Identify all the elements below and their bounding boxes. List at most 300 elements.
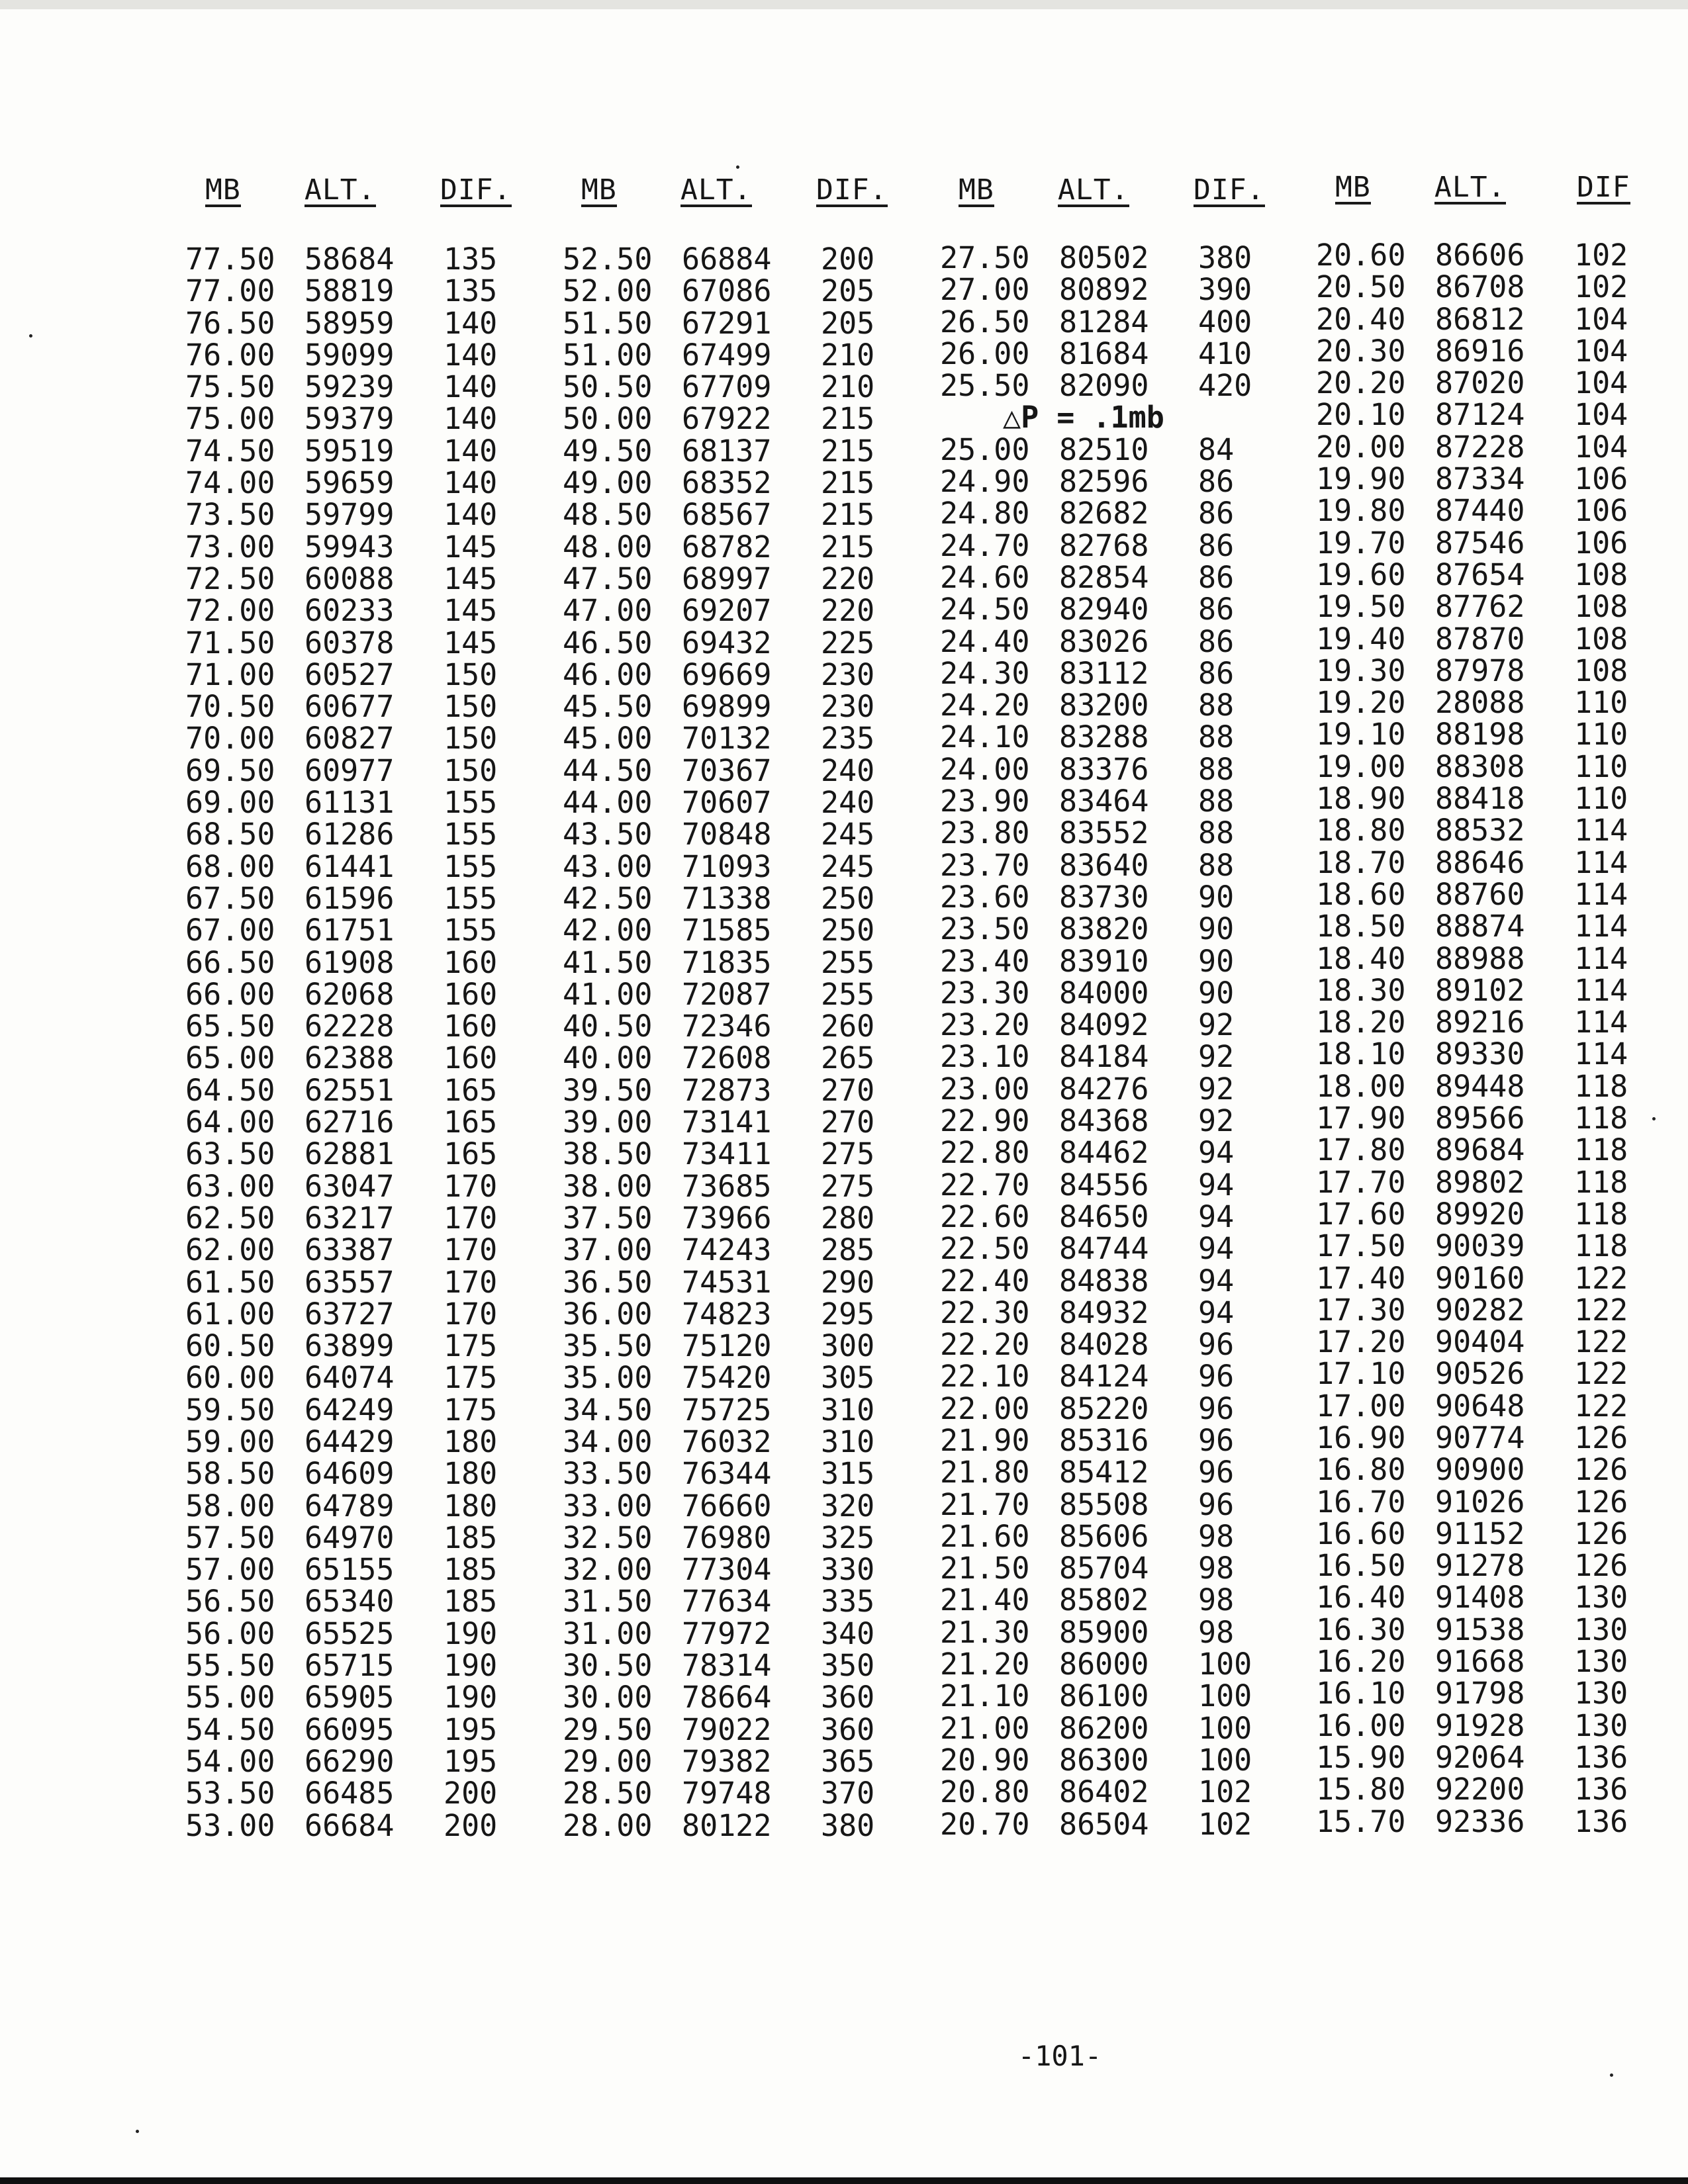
header-dif: DIF. bbox=[440, 173, 512, 206]
dif-cell: 285 bbox=[821, 1232, 875, 1268]
dif-cell: 215 bbox=[821, 529, 875, 565]
alt-cell: 70367 bbox=[682, 752, 772, 788]
dif-cell: 410 bbox=[1198, 336, 1252, 371]
alt-cell: 88532 bbox=[1435, 813, 1525, 848]
mb-cell: 38.50 bbox=[563, 1136, 653, 1172]
dif-cell: 92 bbox=[1198, 1071, 1235, 1107]
table-row bbox=[940, 847, 1235, 883]
mb-cell: 23.60 bbox=[940, 879, 1030, 915]
dif-cell: 150 bbox=[444, 689, 498, 725]
alt-cell: 78664 bbox=[682, 1680, 772, 1715]
mb-cell: 18.20 bbox=[1316, 1005, 1406, 1040]
table-column-3 bbox=[940, 240, 1252, 1842]
mb-cell: 19.90 bbox=[1316, 461, 1406, 497]
dif-cell: 230 bbox=[821, 689, 875, 725]
mb-cell: 19.80 bbox=[1316, 493, 1406, 529]
mb-cell: 25.00 bbox=[940, 432, 1030, 467]
alt-cell: 80122 bbox=[682, 1807, 772, 1843]
dif-cell: 400 bbox=[1198, 304, 1252, 340]
dif-cell: 100 bbox=[1198, 1647, 1252, 1682]
dif-cell: 90 bbox=[1198, 975, 1235, 1011]
mb-cell: 23.20 bbox=[940, 1007, 1030, 1043]
alt-cell: 72608 bbox=[682, 1040, 772, 1076]
mb-cell: 64.50 bbox=[185, 1072, 275, 1108]
dif-cell: 225 bbox=[821, 625, 875, 660]
alt-cell: 84556 bbox=[1059, 1167, 1149, 1203]
mb-cell: 56.00 bbox=[185, 1615, 275, 1651]
table-row bbox=[940, 815, 1235, 851]
dif-cell: 210 bbox=[821, 337, 875, 373]
dif-cell: 118 bbox=[1574, 1101, 1628, 1136]
alt-cell: 85508 bbox=[1059, 1486, 1149, 1522]
mb-cell: 77.00 bbox=[185, 273, 275, 309]
dif-cell: 300 bbox=[821, 1328, 875, 1364]
alt-cell: 80892 bbox=[1059, 272, 1149, 308]
dif-cell: 325 bbox=[821, 1520, 875, 1555]
alt-cell: 77634 bbox=[682, 1584, 772, 1619]
alt-cell: 87762 bbox=[1435, 589, 1525, 625]
mb-cell: 17.90 bbox=[1316, 1101, 1406, 1136]
table-row bbox=[940, 527, 1235, 563]
mb-cell: 20.90 bbox=[940, 1742, 1030, 1778]
pressure-interval-note: △P = .1mb bbox=[1003, 400, 1164, 435]
alt-cell: 86200 bbox=[1059, 1710, 1149, 1746]
alt-cell: 63899 bbox=[305, 1328, 395, 1364]
mb-cell: 70.50 bbox=[185, 689, 275, 725]
dif-cell: 160 bbox=[444, 944, 498, 980]
dif-cell: 195 bbox=[444, 1743, 498, 1779]
dif-cell: 130 bbox=[1574, 1612, 1628, 1647]
mb-cell: 20.40 bbox=[1316, 301, 1406, 337]
mb-cell: 58.00 bbox=[185, 1488, 275, 1524]
mb-cell: 24.20 bbox=[940, 688, 1030, 723]
dif-cell: 320 bbox=[821, 1488, 875, 1524]
dif-cell: 86 bbox=[1198, 527, 1235, 563]
dif-cell: 126 bbox=[1574, 1452, 1628, 1488]
dif-cell: 106 bbox=[1574, 525, 1628, 561]
mb-cell: 27.00 bbox=[940, 272, 1030, 308]
dif-cell: 108 bbox=[1574, 653, 1628, 688]
dif-cell: 360 bbox=[821, 1680, 875, 1715]
alt-cell: 68567 bbox=[682, 497, 772, 533]
mb-cell: 41.50 bbox=[563, 944, 653, 980]
mb-cell: 22.60 bbox=[940, 1199, 1030, 1234]
dif-cell: 160 bbox=[444, 976, 498, 1012]
mb-cell: 16.50 bbox=[1316, 1548, 1406, 1584]
mb-cell: 19.30 bbox=[1316, 653, 1406, 688]
mb-cell: 20.50 bbox=[1316, 269, 1406, 305]
alt-cell: 90526 bbox=[1435, 1356, 1525, 1392]
dif-cell: 145 bbox=[444, 625, 498, 660]
dif-cell: 155 bbox=[444, 848, 498, 884]
table-row bbox=[940, 719, 1235, 755]
dif-cell: 140 bbox=[444, 433, 498, 469]
alt-cell: 82768 bbox=[1059, 527, 1149, 563]
header-dif: DIF. bbox=[1194, 173, 1265, 206]
mb-cell: 17.00 bbox=[1316, 1388, 1406, 1424]
mb-cell: 20.60 bbox=[1316, 238, 1406, 273]
mb-cell: 31.00 bbox=[563, 1615, 653, 1651]
dif-cell: 150 bbox=[444, 657, 498, 692]
alt-cell: 79748 bbox=[682, 1776, 772, 1811]
dif-cell: 108 bbox=[1574, 557, 1628, 592]
table-row bbox=[940, 1103, 1235, 1139]
table-row bbox=[940, 751, 1235, 787]
alt-cell: 59799 bbox=[305, 497, 395, 533]
dif-cell: 135 bbox=[444, 273, 498, 309]
dif-cell: 110 bbox=[1574, 781, 1628, 817]
alt-cell: 66884 bbox=[682, 242, 772, 277]
mb-cell: 62.50 bbox=[185, 1200, 275, 1236]
alt-cell: 90648 bbox=[1435, 1388, 1525, 1424]
mb-cell: 56.50 bbox=[185, 1584, 275, 1619]
mb-cell: 31.50 bbox=[563, 1584, 653, 1619]
mb-cell: 17.80 bbox=[1316, 1132, 1406, 1168]
mb-cell: 36.00 bbox=[563, 1296, 653, 1332]
mb-cell: 24.10 bbox=[940, 719, 1030, 755]
alt-cell: 84932 bbox=[1059, 1295, 1149, 1330]
dif-cell: 98 bbox=[1198, 1582, 1235, 1618]
alt-cell: 75120 bbox=[682, 1328, 772, 1364]
alt-cell: 61286 bbox=[305, 817, 395, 852]
dif-cell: 104 bbox=[1574, 333, 1628, 369]
alt-cell: 90404 bbox=[1435, 1324, 1525, 1360]
table-row bbox=[940, 1647, 1252, 1682]
dif-cell: 155 bbox=[444, 817, 498, 852]
dif-cell: 290 bbox=[821, 1264, 875, 1300]
alt-cell: 60977 bbox=[305, 752, 395, 788]
dif-cell: 126 bbox=[1574, 1548, 1628, 1584]
mb-cell: 51.00 bbox=[563, 337, 653, 373]
dif-cell: 96 bbox=[1198, 1486, 1235, 1522]
mb-cell: 33.00 bbox=[563, 1488, 653, 1524]
dif-cell: 118 bbox=[1574, 1068, 1628, 1104]
mb-cell: 34.50 bbox=[563, 1392, 653, 1428]
alt-cell: 68997 bbox=[682, 561, 772, 596]
alt-cell: 83730 bbox=[1059, 879, 1149, 915]
dif-cell: 140 bbox=[444, 337, 498, 373]
mb-cell: 71.50 bbox=[185, 625, 275, 660]
mb-cell: 39.50 bbox=[563, 1072, 653, 1108]
header-mb: MB bbox=[205, 173, 241, 206]
alt-cell: 65155 bbox=[305, 1552, 395, 1588]
dif-cell: 240 bbox=[821, 785, 875, 821]
mb-cell: 24.90 bbox=[940, 464, 1030, 500]
dif-cell: 245 bbox=[821, 817, 875, 852]
dif-cell: 220 bbox=[821, 561, 875, 596]
alt-cell: 88874 bbox=[1435, 909, 1525, 944]
dif-cell: 295 bbox=[821, 1296, 875, 1332]
table-row bbox=[940, 911, 1235, 947]
mb-cell: 67.50 bbox=[185, 880, 275, 916]
mb-cell: 73.00 bbox=[185, 529, 275, 565]
mb-cell: 34.00 bbox=[563, 1424, 653, 1459]
dif-cell: 114 bbox=[1574, 972, 1628, 1008]
alt-cell: 67291 bbox=[682, 305, 772, 341]
dif-cell: 130 bbox=[1574, 1580, 1628, 1615]
mb-cell: 69.00 bbox=[185, 785, 275, 821]
alt-cell: 76660 bbox=[682, 1488, 772, 1524]
dif-cell: 96 bbox=[1198, 1327, 1235, 1363]
alt-cell: 87020 bbox=[1435, 365, 1525, 401]
mb-cell: 26.00 bbox=[940, 336, 1030, 371]
dif-cell: 200 bbox=[444, 1776, 498, 1811]
dif-cell: 92 bbox=[1198, 1039, 1235, 1075]
dif-cell: 114 bbox=[1574, 813, 1628, 848]
table-row bbox=[940, 1742, 1252, 1778]
dif-cell: 160 bbox=[444, 1009, 498, 1044]
alt-cell: 89216 bbox=[1435, 1005, 1525, 1040]
dif-cell: 86 bbox=[1198, 496, 1235, 531]
dif-cell: 205 bbox=[821, 305, 875, 341]
dif-cell: 180 bbox=[444, 1424, 498, 1459]
header-dif: DIF bbox=[1577, 171, 1630, 204]
dif-cell: 98 bbox=[1198, 1614, 1235, 1650]
mb-cell: 43.00 bbox=[563, 848, 653, 884]
alt-cell: 60827 bbox=[305, 721, 395, 756]
alt-cell: 86100 bbox=[1059, 1678, 1149, 1714]
mb-cell: 49.50 bbox=[563, 433, 653, 469]
mb-cell: 54.50 bbox=[185, 1711, 275, 1747]
table-row bbox=[940, 1167, 1235, 1203]
dif-cell: 104 bbox=[1574, 365, 1628, 401]
dif-cell: 106 bbox=[1574, 493, 1628, 529]
table-row bbox=[940, 1710, 1252, 1746]
table-row bbox=[940, 1135, 1235, 1171]
dif-cell: 215 bbox=[821, 401, 875, 437]
dif-cell: 102 bbox=[1574, 269, 1628, 305]
table-row bbox=[940, 304, 1252, 340]
mb-cell: 18.70 bbox=[1316, 844, 1406, 880]
alt-cell: 73411 bbox=[682, 1136, 772, 1172]
dif-cell: 175 bbox=[444, 1328, 498, 1364]
dif-cell: 140 bbox=[444, 305, 498, 341]
dif-cell: 100 bbox=[1198, 1710, 1252, 1746]
dif-cell: 250 bbox=[821, 913, 875, 948]
dif-cell: 350 bbox=[821, 1648, 875, 1684]
mb-cell: 35.00 bbox=[563, 1360, 653, 1396]
mb-cell: 17.20 bbox=[1316, 1324, 1406, 1360]
dif-cell: 118 bbox=[1574, 1196, 1628, 1232]
dif-cell: 86 bbox=[1198, 559, 1235, 595]
alt-cell: 72346 bbox=[682, 1009, 772, 1044]
alt-cell: 59379 bbox=[305, 401, 395, 437]
mb-cell: 53.50 bbox=[185, 1776, 275, 1811]
mb-cell: 21.00 bbox=[940, 1710, 1030, 1746]
header-alt: ALT. bbox=[1434, 171, 1506, 204]
alt-cell: 79022 bbox=[682, 1711, 772, 1747]
alt-cell: 58684 bbox=[305, 242, 395, 277]
alt-cell: 84368 bbox=[1059, 1103, 1149, 1139]
alt-cell: 91928 bbox=[1435, 1707, 1525, 1743]
alt-cell: 84650 bbox=[1059, 1199, 1149, 1234]
dif-cell: 140 bbox=[444, 497, 498, 533]
mb-cell: 67.00 bbox=[185, 913, 275, 948]
mb-cell: 33.50 bbox=[563, 1456, 653, 1492]
mb-cell: 20.80 bbox=[940, 1774, 1030, 1810]
alt-cell: 62551 bbox=[305, 1072, 395, 1108]
mb-cell: 20.30 bbox=[1316, 333, 1406, 369]
mb-cell: 24.40 bbox=[940, 623, 1030, 659]
alt-cell: 61751 bbox=[305, 913, 395, 948]
dif-cell: 136 bbox=[1574, 1803, 1628, 1839]
mb-cell: 36.50 bbox=[563, 1264, 653, 1300]
table-row bbox=[940, 272, 1252, 308]
mb-cell: 49.00 bbox=[563, 465, 653, 501]
mb-cell: 72.00 bbox=[185, 593, 275, 629]
table-row bbox=[940, 784, 1235, 819]
alt-cell: 64609 bbox=[305, 1456, 395, 1492]
mb-cell: 64.00 bbox=[185, 1105, 275, 1140]
alt-cell: 84838 bbox=[1059, 1263, 1149, 1298]
dif-cell: 110 bbox=[1574, 749, 1628, 784]
dif-cell: 175 bbox=[444, 1392, 498, 1428]
dif-cell: 165 bbox=[444, 1072, 498, 1108]
mb-cell: 58.50 bbox=[185, 1456, 275, 1492]
mb-cell: 19.60 bbox=[1316, 557, 1406, 592]
mb-cell: 22.10 bbox=[940, 1359, 1030, 1394]
alt-cell: 86812 bbox=[1435, 301, 1525, 337]
alt-cell: 83288 bbox=[1059, 719, 1149, 755]
dif-cell: 102 bbox=[1198, 1774, 1252, 1810]
alt-cell: 91538 bbox=[1435, 1612, 1525, 1647]
dif-cell: 145 bbox=[444, 529, 498, 565]
mb-cell: 28.00 bbox=[563, 1807, 653, 1843]
mb-cell: 44.00 bbox=[563, 785, 653, 821]
alt-cell: 67709 bbox=[682, 369, 772, 405]
alt-cell: 85412 bbox=[1059, 1455, 1149, 1490]
mb-cell: 52.00 bbox=[563, 273, 653, 309]
dif-cell: 114 bbox=[1574, 909, 1628, 944]
mb-cell: 48.50 bbox=[563, 497, 653, 533]
table-row bbox=[940, 688, 1235, 723]
alt-cell: 80502 bbox=[1059, 240, 1149, 275]
alt-cell: 87870 bbox=[1435, 621, 1525, 657]
mb-cell: 50.00 bbox=[563, 401, 653, 437]
dif-cell: 100 bbox=[1198, 1742, 1252, 1778]
mb-cell: 44.50 bbox=[563, 752, 653, 788]
alt-cell: 86402 bbox=[1059, 1774, 1149, 1810]
dif-cell: 420 bbox=[1198, 368, 1252, 404]
mb-cell: 35.50 bbox=[563, 1328, 653, 1364]
table-row bbox=[940, 1774, 1252, 1810]
alt-cell: 61441 bbox=[305, 848, 395, 884]
mb-cell: 17.30 bbox=[1316, 1292, 1406, 1328]
mb-cell: 24.30 bbox=[940, 655, 1030, 691]
alt-cell: 67922 bbox=[682, 401, 772, 437]
dif-cell: 185 bbox=[444, 1552, 498, 1588]
header-alt: ALT. bbox=[680, 173, 752, 206]
mb-cell: 23.10 bbox=[940, 1039, 1030, 1075]
mb-cell: 23.00 bbox=[940, 1071, 1030, 1107]
alt-cell: 82854 bbox=[1059, 559, 1149, 595]
dif-cell: 190 bbox=[444, 1648, 498, 1684]
dif-cell: 180 bbox=[444, 1488, 498, 1524]
alt-cell: 71835 bbox=[682, 944, 772, 980]
mb-cell: 75.00 bbox=[185, 401, 275, 437]
dif-cell: 150 bbox=[444, 752, 498, 788]
alt-cell: 86708 bbox=[1435, 269, 1525, 305]
table-row bbox=[940, 623, 1235, 659]
dif-cell: 86 bbox=[1198, 592, 1235, 627]
scan-bottom-edge bbox=[0, 2177, 1688, 2184]
mb-cell: 21.90 bbox=[940, 1422, 1030, 1458]
dif-cell: 270 bbox=[821, 1105, 875, 1140]
alt-cell: 83552 bbox=[1059, 815, 1149, 851]
dif-cell: 215 bbox=[821, 465, 875, 501]
mb-cell: 16.90 bbox=[1316, 1420, 1406, 1455]
dif-cell: 94 bbox=[1198, 1231, 1235, 1267]
mb-cell: 61.50 bbox=[185, 1264, 275, 1300]
alt-cell: 91026 bbox=[1435, 1484, 1525, 1520]
alt-cell: 75725 bbox=[682, 1392, 772, 1428]
mb-cell: 32.50 bbox=[563, 1520, 653, 1555]
dif-cell: 210 bbox=[821, 369, 875, 405]
mb-cell: 21.10 bbox=[940, 1678, 1030, 1714]
mb-cell: 45.50 bbox=[563, 689, 653, 725]
alt-cell: 88988 bbox=[1435, 940, 1525, 976]
alt-cell: 63387 bbox=[305, 1232, 395, 1268]
alt-cell: 88646 bbox=[1435, 844, 1525, 880]
mb-cell: 53.00 bbox=[185, 1807, 275, 1843]
mb-cell: 59.00 bbox=[185, 1424, 275, 1459]
mb-cell: 45.00 bbox=[563, 721, 653, 756]
mb-cell: 21.80 bbox=[940, 1455, 1030, 1490]
table-row bbox=[940, 1327, 1235, 1363]
alt-cell: 91668 bbox=[1435, 1644, 1525, 1680]
mb-cell: 19.40 bbox=[1316, 621, 1406, 657]
mb-cell: 21.70 bbox=[940, 1486, 1030, 1522]
alt-cell: 83376 bbox=[1059, 751, 1149, 787]
mb-cell: 22.70 bbox=[940, 1167, 1030, 1203]
alt-cell: 84462 bbox=[1059, 1135, 1149, 1171]
mb-cell: 42.00 bbox=[563, 913, 653, 948]
mb-cell: 68.50 bbox=[185, 817, 275, 852]
dif-cell: 126 bbox=[1574, 1420, 1628, 1455]
mb-cell: 21.30 bbox=[940, 1614, 1030, 1650]
mb-cell: 57.50 bbox=[185, 1520, 275, 1555]
alt-cell: 68352 bbox=[682, 465, 772, 501]
alt-cell: 86300 bbox=[1059, 1742, 1149, 1778]
dif-cell: 165 bbox=[444, 1136, 498, 1172]
table-row bbox=[940, 1071, 1235, 1107]
table-row bbox=[940, 1551, 1235, 1586]
dif-cell: 390 bbox=[1198, 272, 1252, 308]
table-row bbox=[940, 879, 1235, 915]
dif-cell: 118 bbox=[1574, 1228, 1628, 1264]
alt-cell: 76980 bbox=[682, 1520, 772, 1555]
alt-cell: 72087 bbox=[682, 976, 772, 1012]
table-row bbox=[940, 1231, 1235, 1267]
alt-cell: 83464 bbox=[1059, 784, 1149, 819]
dif-cell: 104 bbox=[1574, 429, 1628, 465]
mb-cell: 68.00 bbox=[185, 848, 275, 884]
mb-cell: 18.60 bbox=[1316, 876, 1406, 912]
alt-cell: 87654 bbox=[1435, 557, 1525, 592]
dif-cell: 200 bbox=[821, 242, 875, 277]
alt-cell: 59239 bbox=[305, 369, 395, 405]
dif-cell: 140 bbox=[444, 401, 498, 437]
alt-cell: 84744 bbox=[1059, 1231, 1149, 1267]
alt-cell: 64074 bbox=[305, 1360, 395, 1396]
alt-cell: 89448 bbox=[1435, 1068, 1525, 1104]
mb-cell: 71.00 bbox=[185, 657, 275, 692]
mb-cell: 18.90 bbox=[1316, 781, 1406, 817]
alt-cell: 84000 bbox=[1059, 975, 1149, 1011]
alt-cell: 88308 bbox=[1435, 749, 1525, 784]
dif-cell: 122 bbox=[1574, 1356, 1628, 1392]
alt-cell: 58819 bbox=[305, 273, 395, 309]
